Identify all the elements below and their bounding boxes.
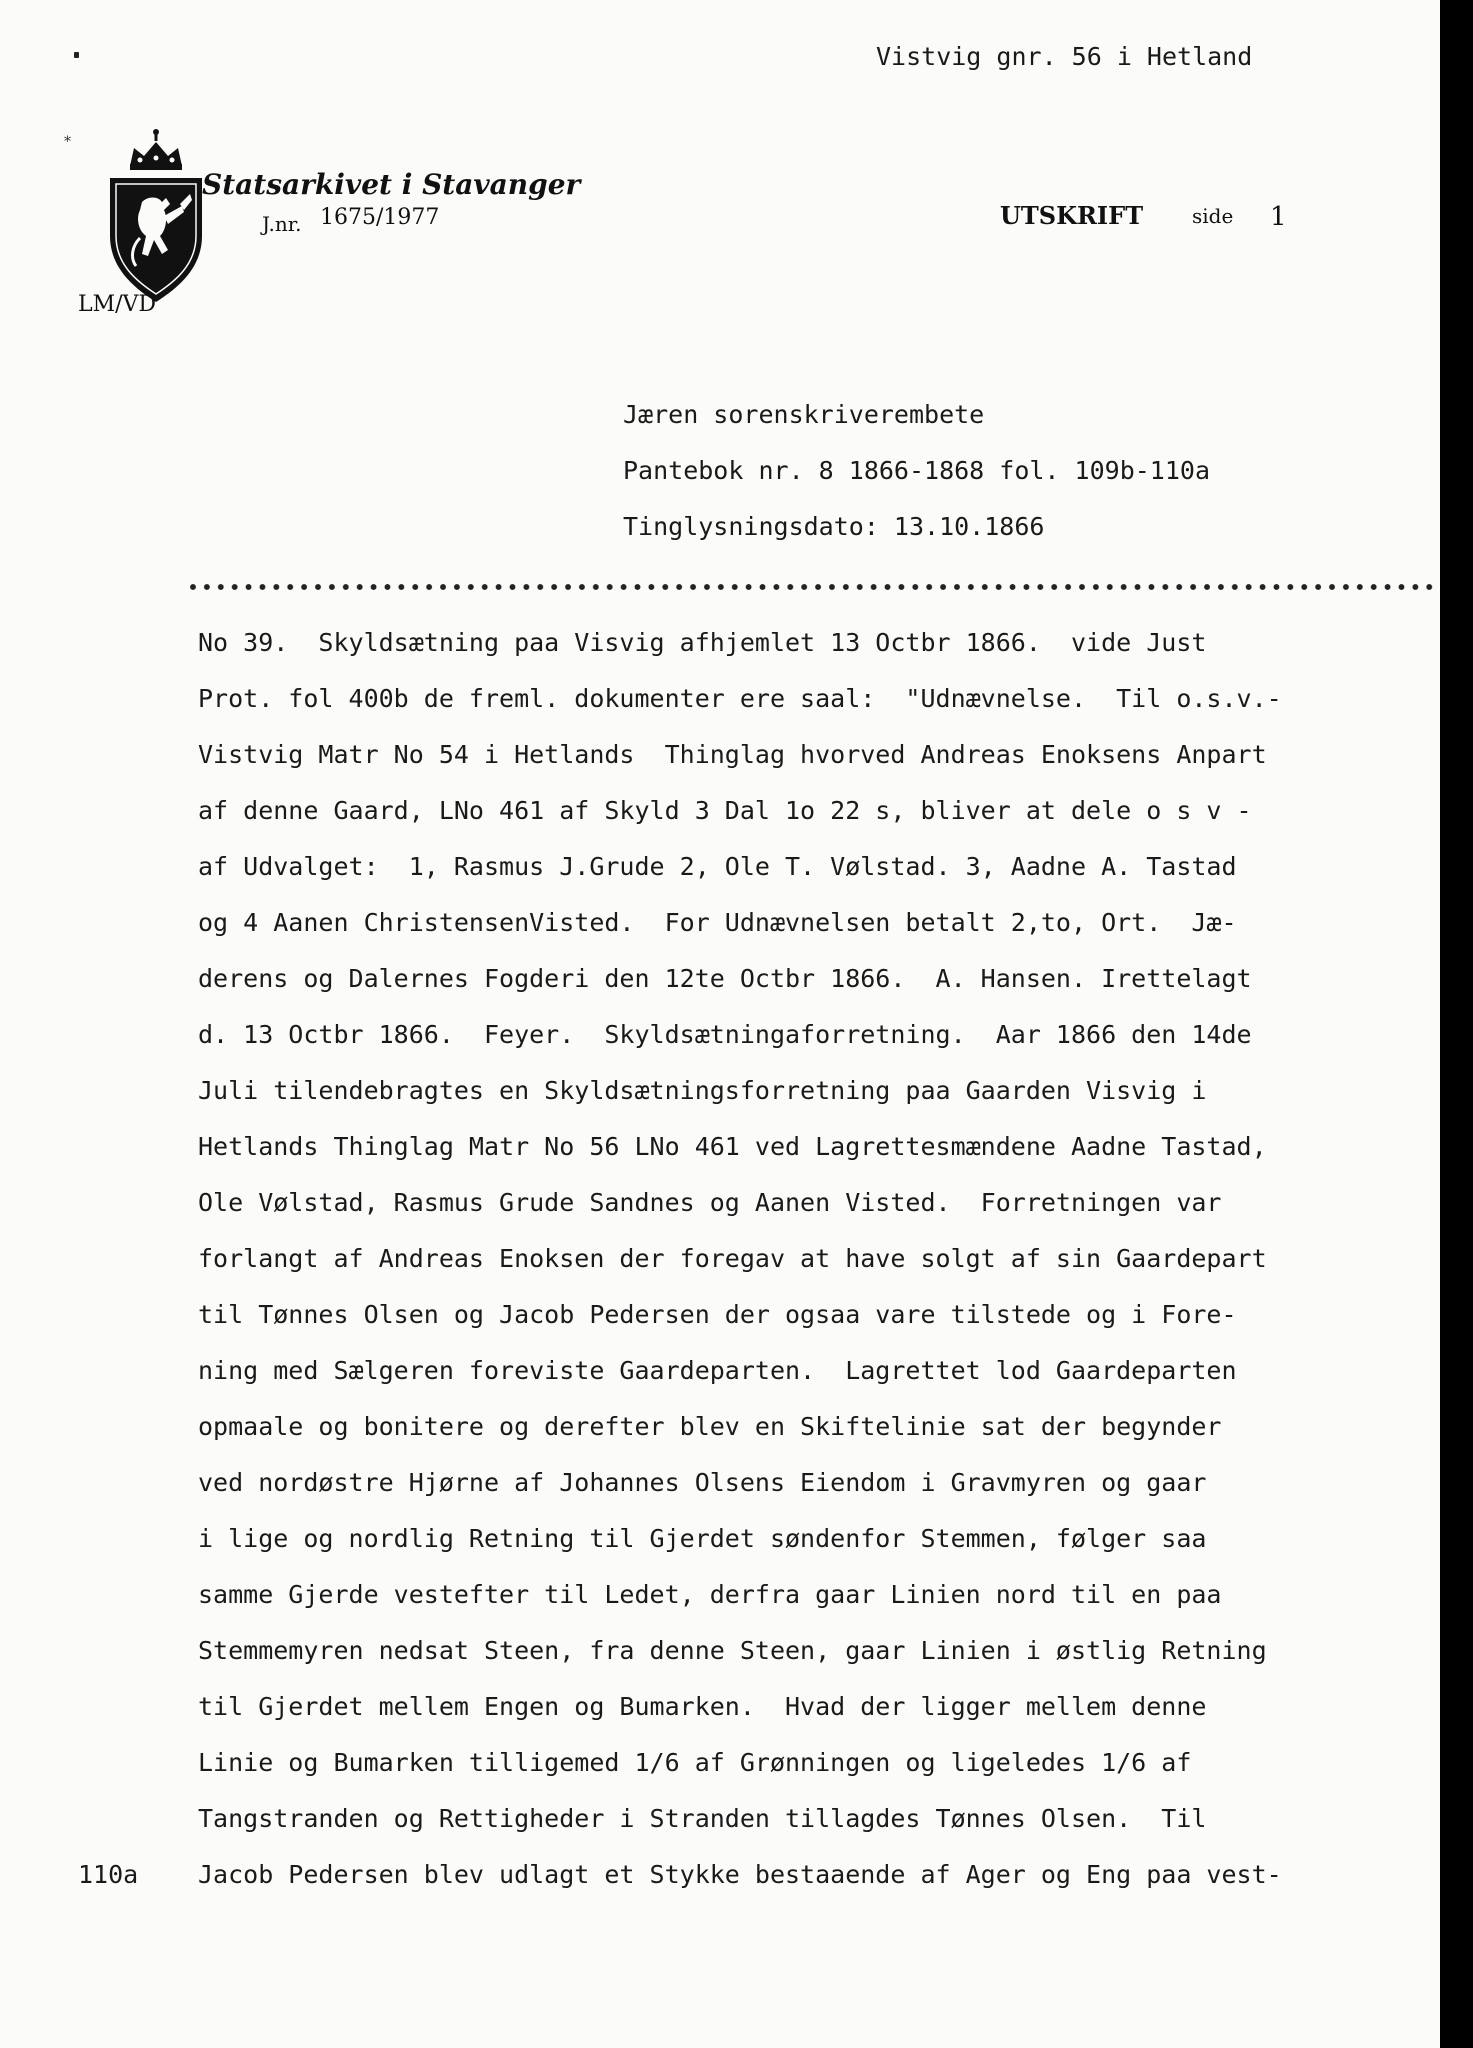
body-line: Vistvig Matr No 54 i Hetlands Thinglag hvorved Andreas Enoksens Anpart <box>198 740 1267 769</box>
extract-label: UTSKRIFT <box>1000 201 1144 230</box>
body-line: Prot. fol 400b de freml. dokumenter ere saal: "Udnævnelse. Til o.s.v.- <box>198 684 1282 713</box>
body-line: derens og Dalernes Fogderi den 12te Octbr 1866. A. Hansen. Irettelagt <box>198 964 1252 993</box>
norwegian-coat-of-arms-icon <box>88 108 192 288</box>
source-office: Jæren sorenskriverembete <box>623 400 985 429</box>
body-line: No 39. Skyldsætning paa Visvig afhjemlet 13 Octbr 1866. vide Just <box>198 628 1207 657</box>
margin-folio-note: 110a <box>78 1860 139 1889</box>
scan-edge <box>1440 0 1473 2048</box>
small-mark: * <box>64 134 71 150</box>
body-line: Jacob Pedersen blev udlagt et Stykke bestaaende af Ager og Eng paa vest- <box>198 1860 1282 1889</box>
body-line: d. 13 Octbr 1866. Feyer. Skyldsætningaforretning. Aar 1866 den 14de <box>198 1020 1252 1049</box>
body-line: Hetlands Thinglag Matr No 56 LNo 461 ved Lagrettesmændene Aadne Tastad, <box>198 1132 1267 1161</box>
body-line: til Tønnes Olsen og Jacob Pedersen der ogsaa vare tilstede og i Fore- <box>198 1300 1237 1329</box>
clerk-initials: LM/VD <box>78 292 157 317</box>
source-volume: Pantebok nr. 8 1866-1868 fol. 109b-110a <box>623 456 1210 485</box>
body-line: Linie og Bumarken tilligemed 1/6 af Grønningen og ligeledes 1/6 af <box>198 1748 1192 1777</box>
body-line: ved nordøstre Hjørne af Johannes Olsens Eiendom i Gravmyren og gaar <box>198 1468 1207 1497</box>
body-line: samme Gjerde vestefter til Ledet, derfra gaar Linien nord til en paa <box>198 1580 1222 1609</box>
body-line: Stemmemyren nedsat Steen, fra denne Steen, gaar Linien i østlig Retning <box>198 1636 1267 1665</box>
journal-number-label: J.nr. <box>262 212 302 236</box>
page-number: 1 <box>1270 202 1287 232</box>
body-line: Ole Vølstad, Rasmus Grude Sandnes og Aanen Visted. Forretningen var <box>198 1188 1222 1217</box>
body-line: af denne Gaard, LNo 461 af Skyld 3 Dal 1o 22 s, bliver at dele o s v - <box>198 796 1252 825</box>
dotted-separator <box>190 583 1440 591</box>
body-line: Juli tilendebragtes en Skyldsætningsforretning paa Gaarden Visvig i <box>198 1076 1207 1105</box>
registration-date: Tinglysningsdato: 13.10.1866 <box>623 512 1045 541</box>
body-line: af Udvalget: 1, Rasmus J.Grude 2, Ole T. Vølstad. 3, Aadne A. Tastad <box>198 852 1237 881</box>
archive-name: Statsarkivet i Stavanger <box>202 168 581 201</box>
page-label: side <box>1192 204 1234 228</box>
body-line: i lige og nordlig Retning til Gjerdet søndenfor Stemmen, følger saa <box>198 1524 1207 1553</box>
body-line: forlangt af Andreas Enoksen der foregav at have solgt af sin Gaardepart <box>198 1244 1267 1273</box>
body-line: opmaale og bonitere og derefter blev en Skiftelinie sat der begynder <box>198 1412 1222 1441</box>
journal-number: 1675/1977 <box>320 205 440 230</box>
body-line: Tangstranden og Rettigheder i Stranden tillagdes Tønnes Olsen. Til <box>198 1804 1207 1833</box>
property-reference: Vistvig gnr. 56 i Hetland <box>876 42 1253 71</box>
body-line: ning med Sælgeren foreviste Gaardeparten. Lagrettet lod Gaardeparten <box>198 1356 1237 1385</box>
body-line: og 4 Aanen ChristensenVisted. For Udnævnelsen betalt 2,to, Ort. Jæ- <box>198 908 1237 937</box>
body-line: til Gjerdet mellem Engen og Bumarken. Hvad der ligger mellem denne <box>198 1692 1207 1721</box>
corner-mark <box>74 52 79 58</box>
